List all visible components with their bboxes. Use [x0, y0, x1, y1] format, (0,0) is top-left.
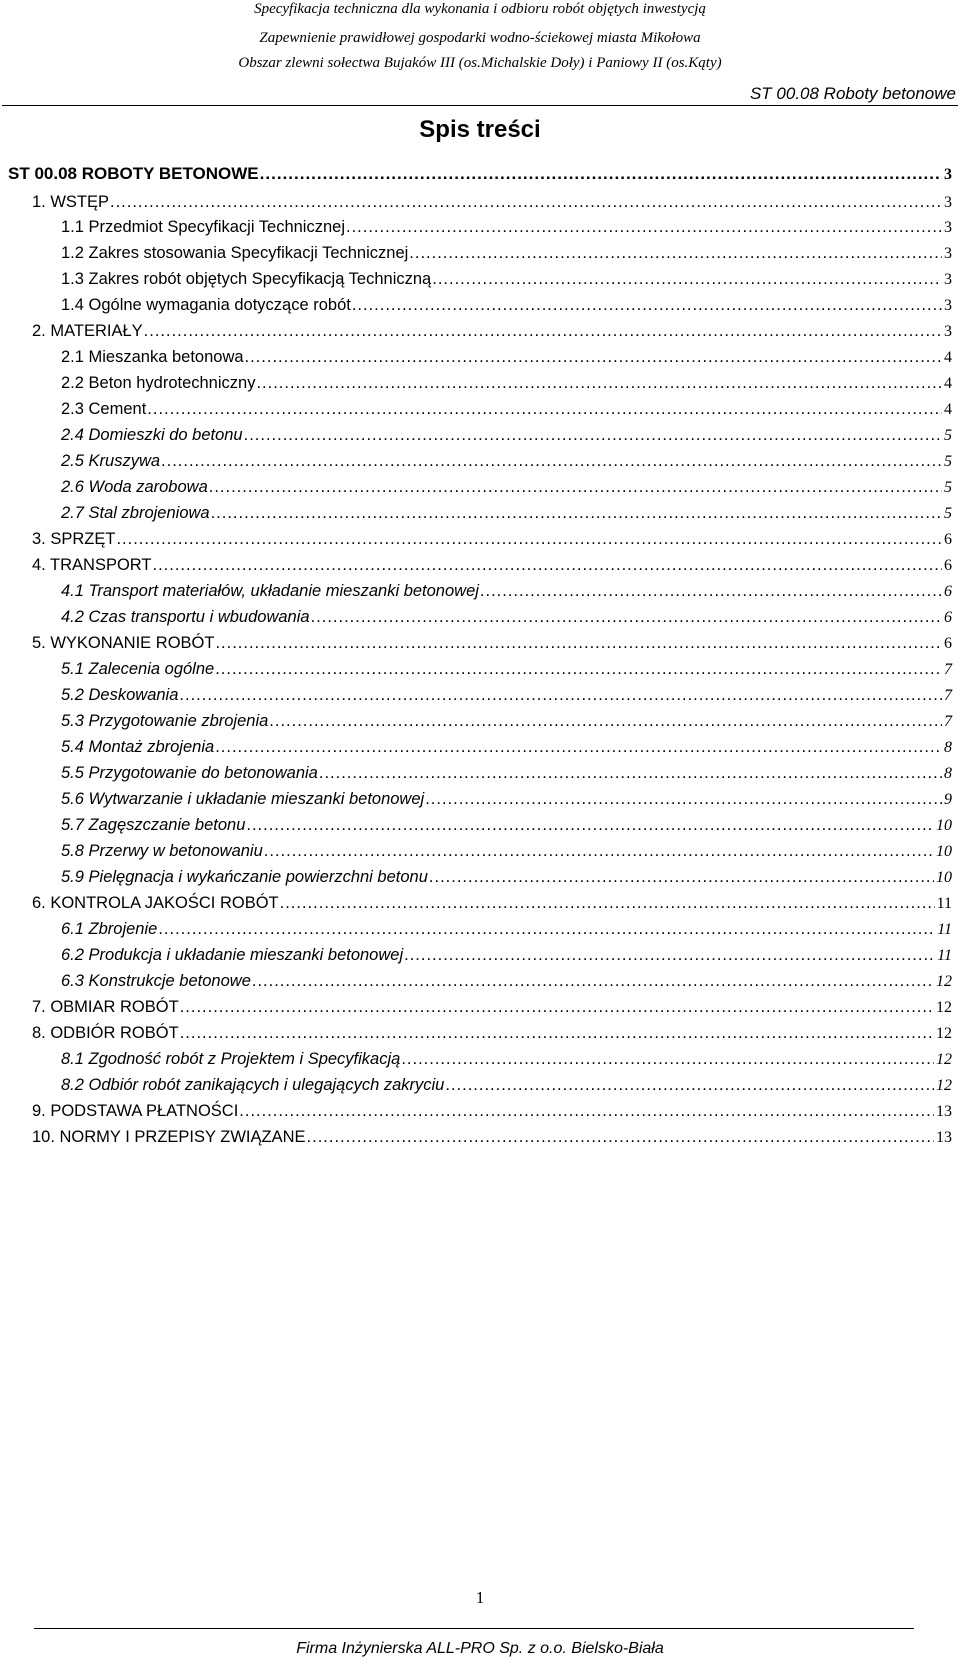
toc-leader [239, 1100, 934, 1122]
toc-entry-page: 12 [936, 1077, 952, 1094]
toc-entry-page: 12 [936, 1051, 952, 1068]
toc-leader [256, 372, 942, 394]
toc-entry[interactable] [61, 658, 952, 681]
toc-entry-text: 2. MATERIAŁY [32, 322, 143, 340]
toc-entry[interactable] [61, 866, 952, 889]
toc-entry-text: 1.1 Przedmiot Specyfikacji Technicznej [61, 218, 345, 236]
header-line-3: Obszar zlewni sołectwa Bujaków III (os.Michalskie Doły) i Paniowy II (os.Kąty) [238, 55, 722, 71]
toc-entry-page: 10 [936, 869, 952, 886]
toc-leader [144, 320, 942, 342]
toc-entry[interactable] [32, 632, 952, 655]
toc-leader [211, 502, 942, 524]
footer-company: Firma Inżynierska ALL-PRO Sp. z o.o. Bielsko-Biała [296, 1640, 664, 1657]
toc-entry-page: 6 [944, 557, 952, 574]
toc-entry[interactable] [32, 191, 952, 214]
toc-entry-page: 9 [944, 791, 952, 808]
toc-entry-page: 10 [936, 843, 952, 860]
toc-entry[interactable] [61, 450, 952, 473]
toc-title: Spis treści [419, 116, 541, 143]
toc-entry-text: 6.2 Produkcja i układanie mieszanki betonowej [61, 946, 404, 964]
toc-entry-page: 13 [936, 1129, 952, 1146]
toc-leader [179, 684, 942, 706]
toc-entry-text: 8. ODBIÓR ROBÓT [32, 1024, 179, 1042]
toc-entry-text: 4.2 Czas transportu i wbudowania [61, 608, 310, 626]
toc-entry-page: 4 [944, 401, 952, 418]
toc-entry-page: 6 [944, 531, 952, 548]
toc-entry[interactable] [61, 476, 952, 499]
toc-leader [307, 1126, 934, 1148]
toc-entry-page: 12 [936, 999, 952, 1016]
toc-entry[interactable] [61, 788, 952, 811]
toc-entry-page: 11 [936, 895, 952, 912]
toc-entry-page: 13 [936, 1103, 952, 1120]
toc-leader [161, 450, 942, 472]
toc-entry-page: 8 [944, 765, 952, 782]
toc-entry-text: 2.4 Domieszki do betonu [61, 426, 243, 444]
toc-entry[interactable] [32, 528, 952, 551]
toc-entry-text: 6.3 Konstrukcje betonowe [61, 972, 251, 990]
toc-leader [352, 294, 942, 316]
toc-entry[interactable] [32, 554, 952, 577]
toc-leader [158, 918, 935, 940]
toc-entry-text: 8.2 Odbiór robót zanikających i ulegających zakryciu [61, 1076, 445, 1094]
toc-leader [215, 736, 942, 758]
toc-leader [180, 1022, 934, 1044]
toc-entry-text: 5.3 Przygotowanie zbrojenia [61, 712, 269, 730]
toc-entry-text: 6. KONTROLA JAKOŚCI ROBÓT [32, 894, 279, 912]
footer-divider [34, 1628, 914, 1629]
toc-entry-page: 11 [937, 947, 952, 964]
toc-entry-text: 1.3 Zakres robót objętych Specyfikacją Techniczną [61, 270, 432, 288]
toc-entry-text: 5.1 Zalecenia ogólne [61, 660, 215, 678]
toc-entry-page: 6 [944, 635, 952, 652]
toc-entry-page: 3 [944, 323, 952, 340]
toc-leader [404, 944, 935, 966]
toc-entry[interactable] [61, 216, 952, 239]
toc-leader [116, 528, 942, 550]
toc-leader [429, 866, 934, 888]
toc-entry-page: 7 [944, 687, 952, 704]
toc-entry-page: 6 [944, 583, 952, 600]
toc-entry-text: 2.6 Woda zarobowa [61, 478, 208, 496]
toc-entry-text: 1.2 Zakres stosowania Specyfikacji Technicznej [61, 244, 409, 262]
toc-entry-page: 12 [936, 973, 952, 990]
toc-entry-text: 10. NORMY I PRZEPISY ZWIĄZANE [32, 1128, 306, 1146]
spec-section-label: ST 00.08 Roboty betonowe [749, 84, 956, 103]
toc-entry-text: 8.1 Zgodność robót z Projektem i Specyfikacją [61, 1050, 401, 1068]
toc-entry-text: 3. SPRZĘT [32, 530, 116, 548]
toc-leader [425, 788, 942, 810]
toc-entry-text: 4.1 Transport materiałów, układanie mieszanki betonowej [61, 582, 479, 600]
toc-entry[interactable] [32, 1022, 952, 1045]
header-line-2: Zapewnienie prawidłowej gospodarki wodno-ściekowej miasta Mikołowa [259, 30, 701, 46]
toc-entry[interactable] [32, 996, 952, 1019]
toc-entry-text: 7. OBMIAR ROBÓT [32, 998, 179, 1016]
toc-leader [409, 242, 942, 264]
toc-entry-text: 1. WSTĘP [32, 193, 110, 211]
toc-leader [269, 710, 942, 732]
toc-entry-text: 9. PODSTAWA PŁATNOŚCI [32, 1102, 239, 1120]
toc-entry[interactable] [61, 970, 952, 993]
toc-leader [246, 814, 934, 836]
toc-entry[interactable] [32, 320, 952, 343]
toc-leader [245, 346, 942, 368]
toc-entry-text: 2.7 Stal zbrojeniowa [61, 504, 210, 522]
toc-entry-text: 1.4 Ogólne wymagania dotyczące robót [61, 296, 351, 314]
toc-entry-page: 5 [944, 427, 952, 444]
toc-entry-page: 5 [944, 505, 952, 522]
toc-entry-text: 5.9 Pielęgnacja i wykańczanie powierzchni betonu [61, 868, 428, 886]
toc-entry[interactable] [61, 814, 952, 837]
toc-entry[interactable] [61, 762, 952, 785]
toc-entry-text: ST 00.08 ROBOTY BETONOWE [8, 164, 259, 183]
toc-entry[interactable] [61, 242, 952, 265]
toc-entry-page: 3 [944, 166, 952, 183]
toc-entry-text: 2.3 Cement [61, 400, 147, 418]
toc-leader [445, 1074, 934, 1096]
toc-entry-page: 6 [944, 609, 952, 626]
toc-entry[interactable] [61, 736, 952, 759]
toc-entry[interactable] [61, 944, 952, 967]
toc-leader [244, 424, 942, 446]
toc-entry[interactable] [32, 892, 952, 915]
toc-entry[interactable] [61, 918, 952, 941]
toc-entry-page: 3 [944, 271, 952, 288]
toc-leader [264, 840, 934, 862]
toc-leader [110, 191, 942, 213]
toc-entry-page: 3 [944, 297, 952, 314]
toc-entry[interactable] [61, 398, 952, 421]
toc-entry-text: 4. TRANSPORT [32, 556, 152, 574]
toc-leader [209, 476, 942, 498]
toc-entry[interactable] [32, 1126, 952, 1149]
toc-entry[interactable] [61, 268, 952, 291]
toc-entry-text: 5.2 Deskowania [61, 686, 179, 704]
toc-leader [311, 606, 942, 628]
toc-entry[interactable] [61, 424, 952, 447]
toc-leader [180, 996, 934, 1018]
toc-leader [319, 762, 942, 784]
toc-entry-text: 5.7 Zagęszczanie betonu [61, 816, 246, 834]
toc-leader [401, 1048, 934, 1070]
toc-entry[interactable] [61, 684, 952, 707]
toc-entry[interactable] [61, 606, 952, 629]
toc-entry[interactable] [61, 372, 952, 395]
page-number: 1 [475, 1588, 485, 1607]
toc-entry-page: 5 [944, 453, 952, 470]
toc-entry-text: 5.4 Montaż zbrojenia [61, 738, 215, 756]
toc-entry[interactable] [61, 294, 952, 317]
toc-entry-page: 7 [944, 713, 952, 730]
toc-leader [346, 216, 942, 238]
toc-entry-page: 4 [944, 349, 952, 366]
toc-entry-page: 3 [944, 219, 952, 236]
toc-entry-text: 5. WYKONANIE ROBÓT [32, 634, 215, 652]
toc-entry[interactable] [61, 502, 952, 525]
toc-entry-text: 5.8 Przerwy w betonowaniu [61, 842, 263, 860]
toc-entry[interactable] [61, 710, 952, 733]
toc-entry-page: 5 [944, 479, 952, 496]
toc-leader [280, 892, 935, 914]
toc-leader [432, 268, 942, 290]
toc-entry[interactable] [61, 1048, 952, 1071]
toc-leader [260, 163, 942, 185]
toc-entry-text: 2.1 Mieszanka betonowa [61, 348, 244, 366]
toc-leader [215, 658, 942, 680]
toc-entry-text: 6.1 Zbrojenie [61, 920, 158, 938]
toc-entry-page: 3 [944, 194, 952, 211]
toc-leader [147, 398, 942, 420]
toc-leader [480, 580, 942, 602]
toc-entry-text: 5.5 Przygotowanie do betonowania [61, 764, 318, 782]
toc-entry-page: 11 [937, 921, 952, 938]
header-line-1: Specyfikacja techniczna dla wykonania i odbioru robót objętych inwestycją [254, 1, 706, 17]
toc-entry[interactable] [61, 840, 952, 863]
toc-leader [252, 970, 934, 992]
toc-entry-page: 10 [936, 817, 952, 834]
toc-entry-text: 5.6 Wytwarzanie i układanie mieszanki betonowej [61, 790, 425, 808]
toc-entry-page: 8 [944, 739, 952, 756]
toc-entry[interactable] [61, 346, 952, 369]
toc-entry[interactable] [61, 580, 952, 603]
toc-entry[interactable] [32, 1100, 952, 1123]
toc-entry-page: 4 [944, 375, 952, 392]
toc-entry-page: 3 [944, 245, 952, 262]
toc-leader [215, 632, 942, 654]
header-divider [2, 105, 958, 106]
toc-entry-page: 7 [944, 661, 952, 678]
toc-entry[interactable] [61, 1074, 952, 1097]
toc-leader [153, 554, 942, 576]
toc-entry[interactable] [8, 163, 952, 186]
toc-entry-text: 2.2 Beton hydrotechniczny [61, 374, 256, 392]
toc-entry-page: 12 [936, 1025, 952, 1042]
toc-entry-text: 2.5 Kruszywa [61, 452, 161, 470]
